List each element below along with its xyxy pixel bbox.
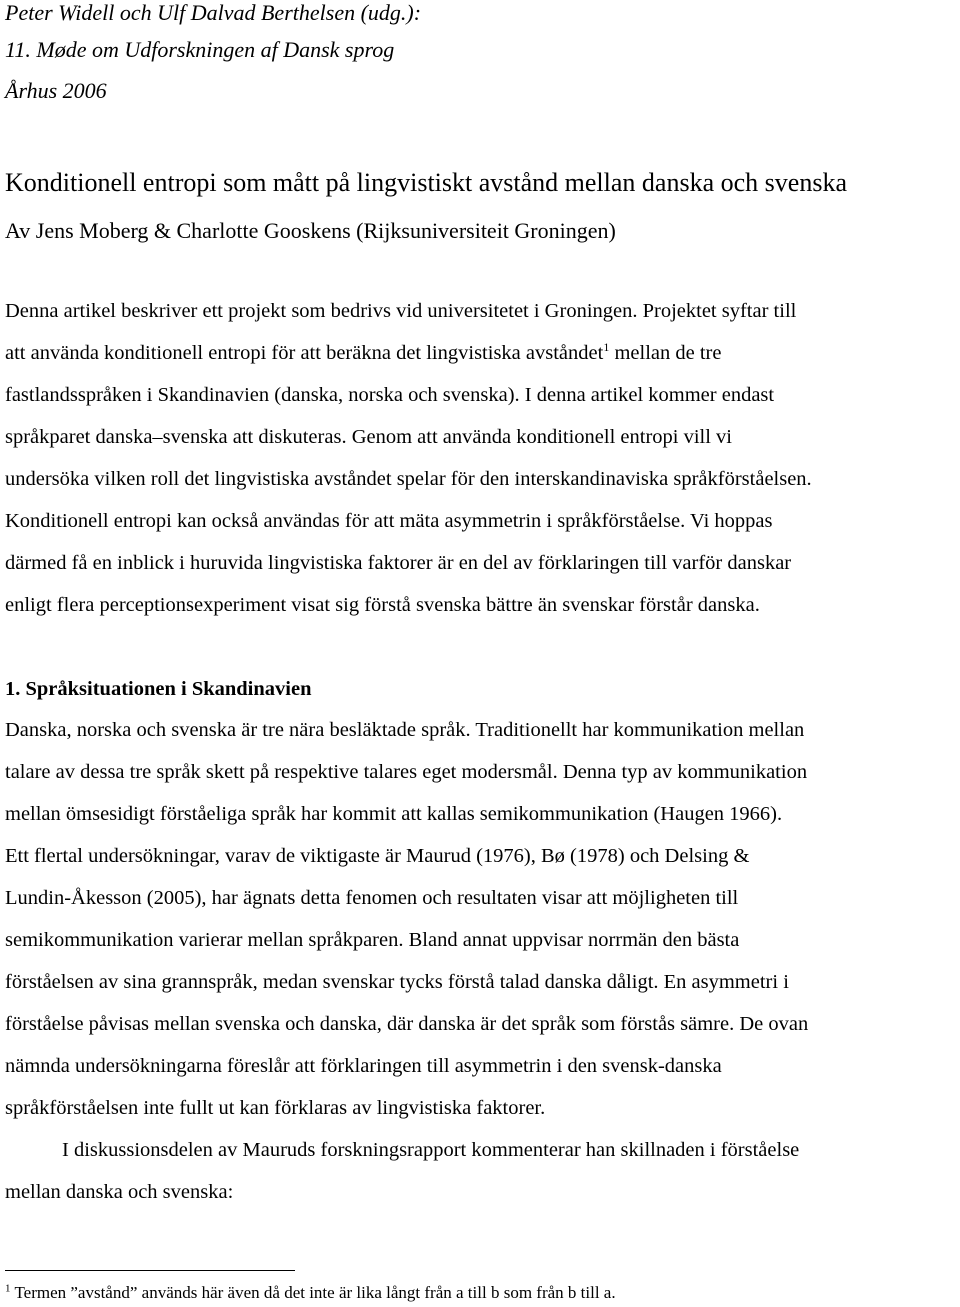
abstract-line: Konditionell entropi kan också användas för att mäta asymmetrin i språkförståelse. Vi hoppas [5, 510, 773, 532]
body-line: nämnda undersökningarna föreslår att förklaringen till asymmetrin i den svensk-danska [5, 1055, 722, 1077]
footnote-text: Termen ”avstånd” används här även då det inte är lika långt från a till b som från b till a. [14, 1283, 616, 1302]
body-line: I diskussionsdelen av Mauruds forskningsrapport kommenterar han skillnaden i förståelse [62, 1139, 800, 1161]
abstract-line: därmed få en inblick i huruvida lingvistiska faktorer är en del av förklaringen till varför danskar [5, 552, 792, 574]
article-byline: Av Jens Moberg & Charlotte Gooskens (Rijksuniversiteit Groningen) [5, 218, 616, 243]
abstract-line: enligt flera perceptionsexperiment visat sig förstå svenska bättre än svenskar förstår danska. [5, 594, 760, 616]
body-line: talare av dessa tre språk skett på respektive talares eget modersmål. Denna typ av kommunikation [5, 761, 808, 783]
body-line: Danska, norska och svenska är tre nära besläktade språk. Traditionellt har kommunikation mellan [5, 719, 805, 741]
abstract-line: Denna artikel beskriver ett projekt som bedrivs vid universitetet i Groningen. Projektet syftar till [5, 300, 797, 322]
body-line: Lundin-Åkesson (2005), har ägnats detta fenomen och resultaten visar att möjligheten till [5, 887, 739, 909]
abstract-line-text: att använda konditionell entropi för att beräkna det lingvistiska avståndet [5, 342, 604, 364]
footnote-mark: 1 [5, 1282, 11, 1295]
body-line: förståelsen av sina grannspråk, medan svenskar tycks förstå talad danska dåligt. En asymmetri i [5, 971, 789, 993]
abstract-line [5, 342, 721, 365]
body-line: mellan danska och svenska: [5, 1181, 234, 1203]
footnote-divider [5, 1270, 295, 1271]
section-heading: 1. Språksituationen i Skandinavien [5, 678, 312, 700]
body-line: semikommunikation varierar mellan språkparen. Bland annat uppvisar norrmän den bästa [5, 929, 740, 951]
article-title: Konditionell entropi som mått på lingvistiskt avstånd mellan danska och svenska [5, 168, 847, 197]
footnote [5, 1283, 616, 1303]
header-conference: 11. Møde om Udforskningen af Dansk sprog [5, 37, 395, 62]
body-line: språkförståelsen inte fullt ut kan förklaras av lingvistiska faktorer. [5, 1097, 546, 1119]
abstract-line: undersöka vilken roll det lingvistiska avståndet spelar för den interskandinaviska språkförståelsen. [5, 468, 812, 490]
header-editors: Peter Widell och Ulf Dalvad Berthelsen (udg.): [5, 0, 422, 25]
header-place-year: Århus 2006 [5, 78, 107, 103]
abstract-line: språkparet danska–svenska att diskuteras. Genom att använda konditionell entropi vill vi [5, 426, 732, 448]
body-line: förståelse påvisas mellan svenska och danska, där danska är det språk som förstås sämre. De ovan [5, 1013, 809, 1035]
footnote-reference: 1 [603, 340, 610, 355]
abstract-line: fastlandsspråken i Skandinavien (danska, norska och svenska). I denna artikel kommer endast [5, 384, 775, 406]
body-line: Ett flertal undersökningar, varav de viktigaste är Maurud (1976), Bø (1978) och Delsing & [5, 845, 750, 867]
abstract-line-text: mellan de tre [614, 342, 722, 364]
body-line: mellan ömsesidigt förståeliga språk har kommit att kallas semikommunikation (Haugen 1966). [5, 803, 783, 825]
